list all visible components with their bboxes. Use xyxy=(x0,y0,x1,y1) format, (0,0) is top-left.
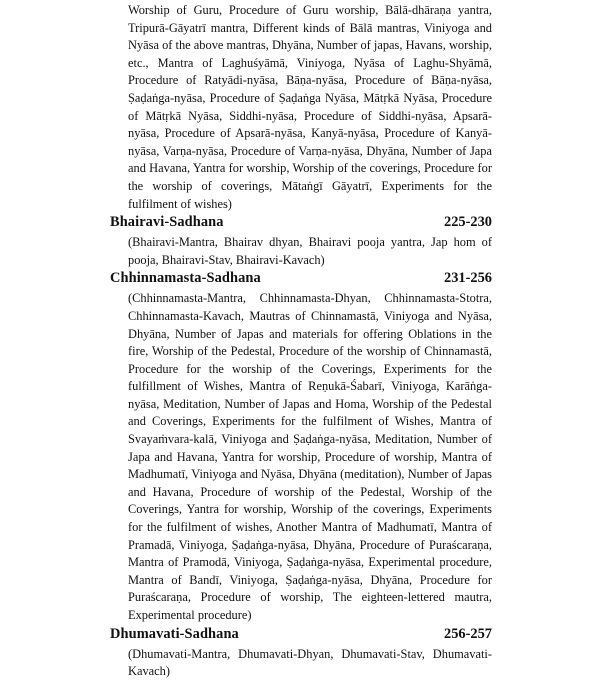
entry-description: (Dhumavati-Mantra, Dhumavati-Dhyan, Dhumavati-Stav, Dhumavati-Kavach) xyxy=(128,646,492,679)
entry-description: (Bhairavi-Mantra, Bhairav dhyan, Bhairavi pooja yantra, Jap hom of pooja, Bhairavi-Stav, Bhairavi-Kavach) xyxy=(128,235,492,267)
entry-page-range: 256-257 xyxy=(444,625,492,642)
entry-page-range: 225-230 xyxy=(444,214,492,231)
entry-description: (Chhinnamasta-Mantra, Chhinnamasta-Dhyan, Chhinnamasta-Stotra, Chhinnamasta-Kavach, Mautras of Chinnamastā, Viniyoga and Nyāsa, Dhyāna, Number of Japas and materials for offering Oblations in the fire, Worship of the Pedestal, Procedure of the worship of Chinnamastā, Procedure for the worship of the Coverings, Experiments for the fulfillment of Wishes, Mantra of Reṇukā-Śabarī, Viniyoga, Karāṅga-nyāsa, Meditation, Number of Japas and Homa, Worship of the Pedestal and Coverings, Experiments for the fulfilment of Wishes, Mantra of Svayaṁvara-kalā, Viniyoga and Ṣaḍaṅga-nyāsa, Meditation, Number of Japa and Havana, Yantra for worship, Procedure of worship, Mantra of Madhumatī, Viniyoga and Nyāsa, Dhyāna (meditation), Number of Japas and Havana, Procedure of worship of the Pedestal, Worship of the Coverings, Yantra for worship, Worship of the coverings, Experiments for the fulfilment of wishes, Another Mantra of Madhumatī, Mantra of Pramadā, Viniyoga, Ṣaḍaṅga-nyāsa, Dhyāna, Procedure of Puraścaraṇa, Mantra of Pramodā, Viniyoga, Ṣaḍaṅga-nyāsa, Experimental procedure, Mantra of Bandī, Viniyoga, Ṣaḍaṅga-nyāsa, Dhyāna, Procedure for Puraścaraṇa, Procedure of worship, The eighteen-lettered mautra, Experimental procedure) xyxy=(128,291,492,622)
contents-page xyxy=(110,2,492,681)
contents-entry xyxy=(110,270,492,624)
entry-title: Chhinnamasta-Sadhana xyxy=(110,270,261,287)
entry-title: Dhumavati-Sadhana xyxy=(110,625,239,642)
entry-heading xyxy=(110,270,492,290)
entry-page-range: 231-256 xyxy=(444,270,492,287)
entry-heading xyxy=(110,214,492,234)
contents-entry xyxy=(110,214,492,269)
contents-entry xyxy=(110,626,492,681)
entry-heading xyxy=(110,626,492,646)
entry-title: Bhairavi-Sadhana xyxy=(110,214,224,231)
intro-paragraph: Worship of Guru, Procedure of Guru worship, Bālā-dhāraṇa yantra, Tripurā-Gāyatrī mantra, Different kinds of Bālā mantras, Viniyoga and Nyāsa of the above mantras, Dhyāna, Number of japas, Havans, worship, etc., Mantra of Laghuśyāmā, Viniyoga, Nyāsa of Laghu-Shyāmā, Procedure of Ratyādi-nyāsa, Bāṇa-nyāsa, Procedure of Bāṇa-nyāsa, Ṣaḍaṅga-nyāsa, Procedure of Ṣaḍaṅga Nyāsa, Mātṛkā Nyāsa, Procedure of Mātṛkā Nyāsa, Siddhi-nyāsa, Procedure of Siddhi-nyāsa, Apsarā-nyāsa, Procedure of Apsarā-nyāsa, Kanyā-nyāsa, Procedure of Kanyā-nyāsa, Varṇa-nyāsa, Procedure of Varṇa-nyāsa, Dhyāna, Number of Japa and Havana, Yantra for worship, Worship of the coverings, Procedure for the worship of coverings, Mātaṅgī Gāyatrī, Experiments for the fulfilment of wishes) xyxy=(128,3,492,211)
